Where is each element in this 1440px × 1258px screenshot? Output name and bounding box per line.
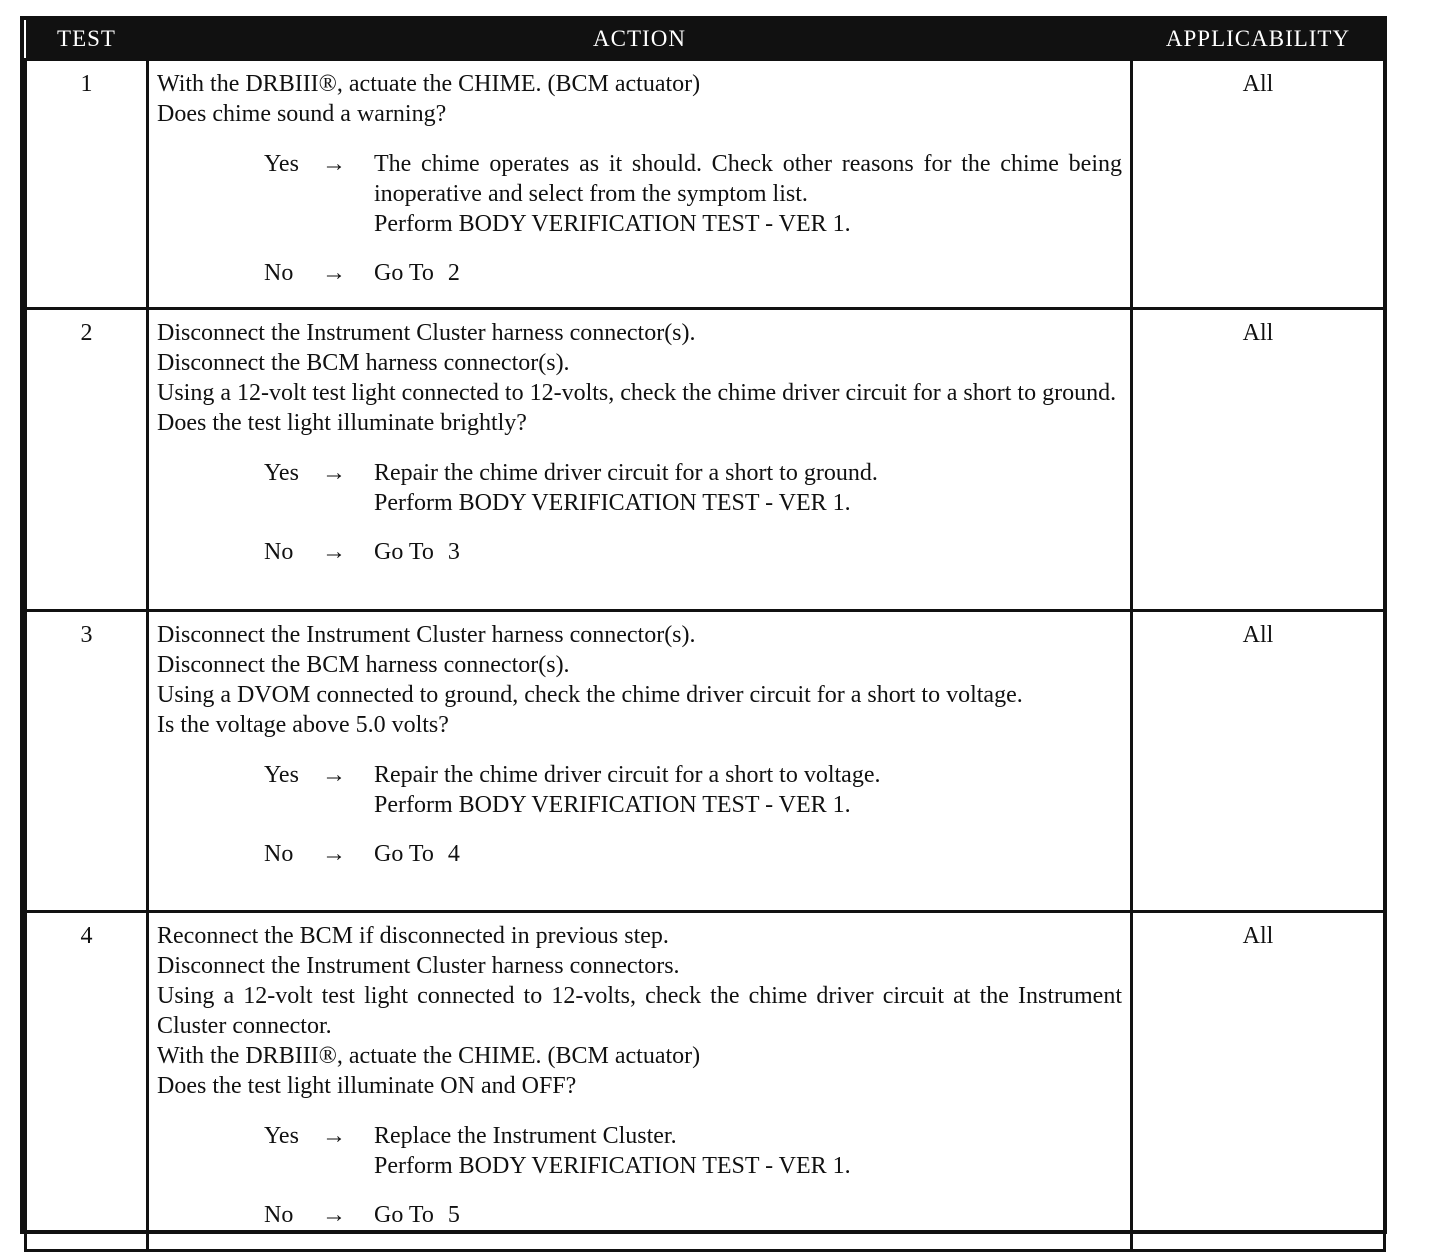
test-number: 3 [26, 611, 148, 912]
yes-text-line: Repair the chime driver circuit for a short to ground. [374, 460, 878, 486]
header-test: TEST [26, 20, 148, 60]
yes-text-line: Perform BODY VERIFICATION TEST - VER 1. [374, 792, 851, 818]
step-text: Disconnect the Instrument Cluster harness connector(s). [157, 622, 696, 648]
yes-label: Yes [264, 151, 299, 177]
table-row [26, 60, 1385, 309]
no-answer [264, 537, 1122, 567]
step-text: Disconnect the BCM harness connector(s). [157, 652, 570, 678]
yes-answer [264, 1121, 1122, 1181]
applicability-value: All [1132, 912, 1385, 1251]
no-label: No [264, 841, 294, 867]
action-cell [148, 309, 1132, 611]
step-text: Using a DVOM connected to ground, check the chime driver circuit for a short to voltage. [157, 682, 1023, 708]
yes-text [374, 1121, 1122, 1181]
action-cell [148, 611, 1132, 912]
header-row [26, 20, 1385, 60]
arrow-icon: → [322, 1123, 346, 1149]
answers [264, 458, 1122, 567]
no-answer [264, 839, 1122, 869]
yes-text [374, 458, 1122, 518]
go-to-number: 2 [447, 260, 460, 286]
yes-text-line: The chime operates as it should. Check other reasons for the chime being inoperative and select from the symptom list. [374, 151, 1122, 207]
yes-answer [264, 760, 1122, 820]
applicability-value: All [1132, 309, 1385, 611]
applicability-value: All [1132, 611, 1385, 912]
step-text: Using a 12-volt test light connected to 12-volts, check the chime driver circuit for a short to ground. [157, 380, 1117, 406]
no-text [374, 537, 1122, 567]
no-label: No [264, 1202, 294, 1228]
go-to-number: 4 [447, 841, 460, 867]
yes-label: Yes [264, 1123, 299, 1149]
yes-text-line: Repair the chime driver circuit for a short to voltage. [374, 762, 881, 788]
step-text: Reconnect the BCM if disconnected in previous step. [157, 923, 669, 949]
step-text: With the DRBIII®, actuate the CHIME. (BCM actuator) [157, 71, 701, 97]
header-applicability: APPLICABILITY [1132, 20, 1385, 60]
action-cell [148, 60, 1132, 309]
arrow-icon: → [322, 539, 346, 565]
yes-text [374, 149, 1122, 239]
action-cell [148, 912, 1132, 1251]
go-to-label: Go To [374, 260, 434, 286]
step-text: Disconnect the Instrument Cluster harness connectors. [157, 953, 680, 979]
test-number: 1 [26, 60, 148, 309]
go-to-label: Go To [374, 841, 434, 867]
yes-label: Yes [264, 460, 299, 486]
go-to-number: 3 [447, 539, 460, 565]
header-action: ACTION [148, 20, 1132, 60]
no-answer [264, 1200, 1122, 1230]
yes-text-line: Perform BODY VERIFICATION TEST - VER 1. [374, 1153, 851, 1179]
step-text: Disconnect the BCM harness connector(s). [157, 350, 570, 376]
go-to-number: 5 [447, 1202, 460, 1228]
step-text: Disconnect the Instrument Cluster harness connector(s). [157, 320, 696, 346]
yes-label: Yes [264, 762, 299, 788]
answers [264, 1121, 1122, 1230]
answers [264, 760, 1122, 869]
step-text: Does the test light illuminate ON and OFF? [157, 1073, 577, 1099]
step-text: Does the test light illuminate brightly? [157, 410, 527, 436]
no-label: No [264, 539, 294, 565]
no-text [374, 839, 1122, 869]
test-number: 4 [26, 912, 148, 1251]
arrow-icon: → [322, 460, 346, 486]
no-label: No [264, 260, 294, 286]
yes-text-line: Perform BODY VERIFICATION TEST - VER 1. [374, 490, 851, 516]
no-text [374, 1200, 1122, 1230]
arrow-icon: → [322, 151, 346, 177]
diagnostic-test-table [20, 16, 1387, 1234]
applicability-value: All [1132, 60, 1385, 309]
arrow-icon: → [322, 1202, 346, 1228]
step-text: Using a 12-volt test light connected to 12-volts, check the chime driver circuit at the Instrument Cluster connector. [157, 983, 1122, 1039]
arrow-icon: → [322, 260, 346, 286]
go-to-label: Go To [374, 539, 434, 565]
table-row [26, 611, 1385, 912]
step-text: Does chime sound a warning? [157, 101, 447, 127]
yes-text-line: Replace the Instrument Cluster. [374, 1123, 677, 1149]
yes-text [374, 760, 1122, 820]
table-row [26, 309, 1385, 611]
test-number: 2 [26, 309, 148, 611]
table-row [26, 912, 1385, 1251]
answers [264, 149, 1122, 288]
yes-answer [264, 458, 1122, 518]
go-to-label: Go To [374, 1202, 434, 1228]
arrow-icon: → [322, 841, 346, 867]
yes-answer [264, 149, 1122, 239]
no-answer [264, 258, 1122, 288]
test-table [24, 20, 1386, 1252]
arrow-icon: → [322, 762, 346, 788]
step-text: Is the voltage above 5.0 volts? [157, 712, 449, 738]
yes-text-line: Perform BODY VERIFICATION TEST - VER 1. [374, 211, 851, 237]
no-text [374, 258, 1122, 288]
step-text: With the DRBIII®, actuate the CHIME. (BCM actuator) [157, 1043, 701, 1069]
